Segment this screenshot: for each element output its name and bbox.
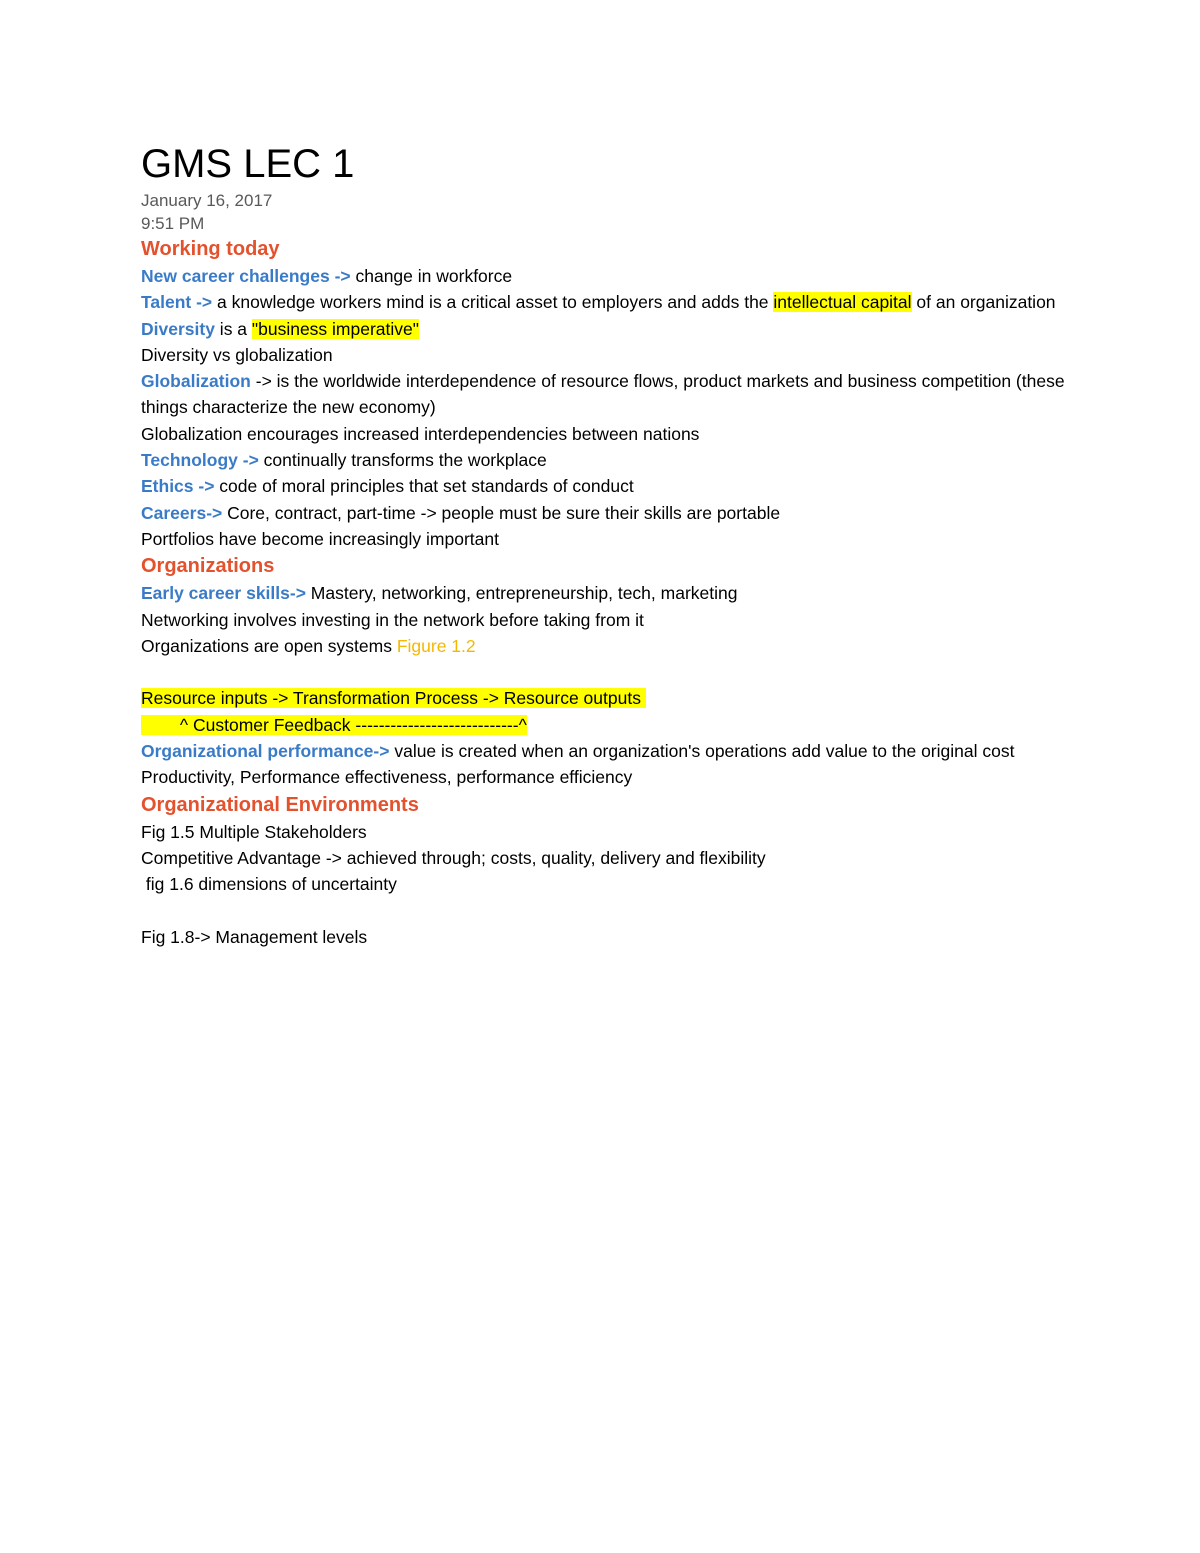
figure-reference: Figure 1.2 xyxy=(396,635,476,656)
term-label: Talent -> xyxy=(141,292,213,313)
note-line: Competitive Advantage -> achieved through; costs, quality, delivery and flexibility xyxy=(141,847,766,868)
line-text: code of moral principles that set standards of conduct xyxy=(214,476,634,497)
note-line xyxy=(141,447,1081,473)
line-text: of an organization xyxy=(911,292,1056,313)
note-page xyxy=(141,140,1081,950)
flow-line xyxy=(141,685,1081,711)
note-date: January 16, 2017 xyxy=(141,191,273,210)
term-label: Early career skills-> xyxy=(141,583,306,604)
term-label: Organizational performance-> xyxy=(141,741,390,762)
line-text: value is created when an organization's operations add value to the original cost Productivity, Performance effectiveness, performance efficiency xyxy=(141,741,1030,788)
note-line xyxy=(141,738,1081,791)
note-line xyxy=(141,263,1081,289)
highlighted-text: intellectual capital xyxy=(773,292,912,313)
term-label: Careers-> xyxy=(141,502,223,523)
section-heading-organizational-environments: Organizational Environments xyxy=(141,793,419,816)
note-time: 9:51 PM xyxy=(141,214,205,233)
line-text: -> is the worldwide interdependence of resource flows, product markets and business competition (these things characterize the new economy) xyxy=(141,371,1070,418)
line-text: Organizations are open systems xyxy=(141,635,397,656)
note-line xyxy=(141,316,1081,342)
term-label: Diversity xyxy=(141,318,215,339)
flow-line xyxy=(141,712,1081,738)
note-line xyxy=(141,473,1081,499)
highlighted-feedback: ^ Customer Feedback ----------------------------^ xyxy=(141,714,527,735)
line-text: change in workforce xyxy=(350,266,513,286)
term-label: Technology -> xyxy=(141,450,259,471)
note-line: Fig 1.8-> Management levels xyxy=(141,926,368,947)
line-text: Mastery, networking, entrepreneurship, tech, marketing xyxy=(305,583,738,604)
blank-line xyxy=(141,898,1081,924)
note-line: Portfolios have become increasingly important xyxy=(141,528,499,549)
highlighted-text: "business imperative" xyxy=(251,318,419,339)
page-title: GMS LEC 1 xyxy=(141,142,355,186)
term-label: New career challenges -> xyxy=(141,266,351,286)
term-label: Globalization xyxy=(141,371,251,392)
line-text: Core, contract, part-time -> people must be sure their skills are portable xyxy=(222,502,781,523)
line-text: is a xyxy=(214,318,252,339)
note-line: Fig 1.5 Multiple Stakeholders xyxy=(141,821,367,842)
note-line xyxy=(141,580,1081,606)
note-line: fig 1.6 dimensions of uncertainty xyxy=(141,874,397,895)
note-line: Globalization encourages increased interdependencies between nations xyxy=(141,423,700,444)
note-line xyxy=(141,289,1081,315)
blank-line xyxy=(141,659,1081,685)
term-label: Ethics -> xyxy=(141,476,215,497)
note-line xyxy=(141,500,1081,526)
section-heading-organizations: Organizations xyxy=(141,555,275,578)
line-text: a knowledge workers mind is a critical asset to employers and adds the xyxy=(212,292,774,313)
line-text: continually transforms the workplace xyxy=(258,450,547,471)
highlighted-flow: Resource inputs -> Transformation Process -> Resource outputs xyxy=(141,688,646,709)
note-line: Networking involves investing in the network before taking from it xyxy=(141,609,644,630)
section-heading-working-today: Working today xyxy=(141,238,280,260)
note-line xyxy=(141,633,1081,659)
note-line: Diversity vs globalization xyxy=(141,344,333,365)
note-line xyxy=(141,368,1081,421)
